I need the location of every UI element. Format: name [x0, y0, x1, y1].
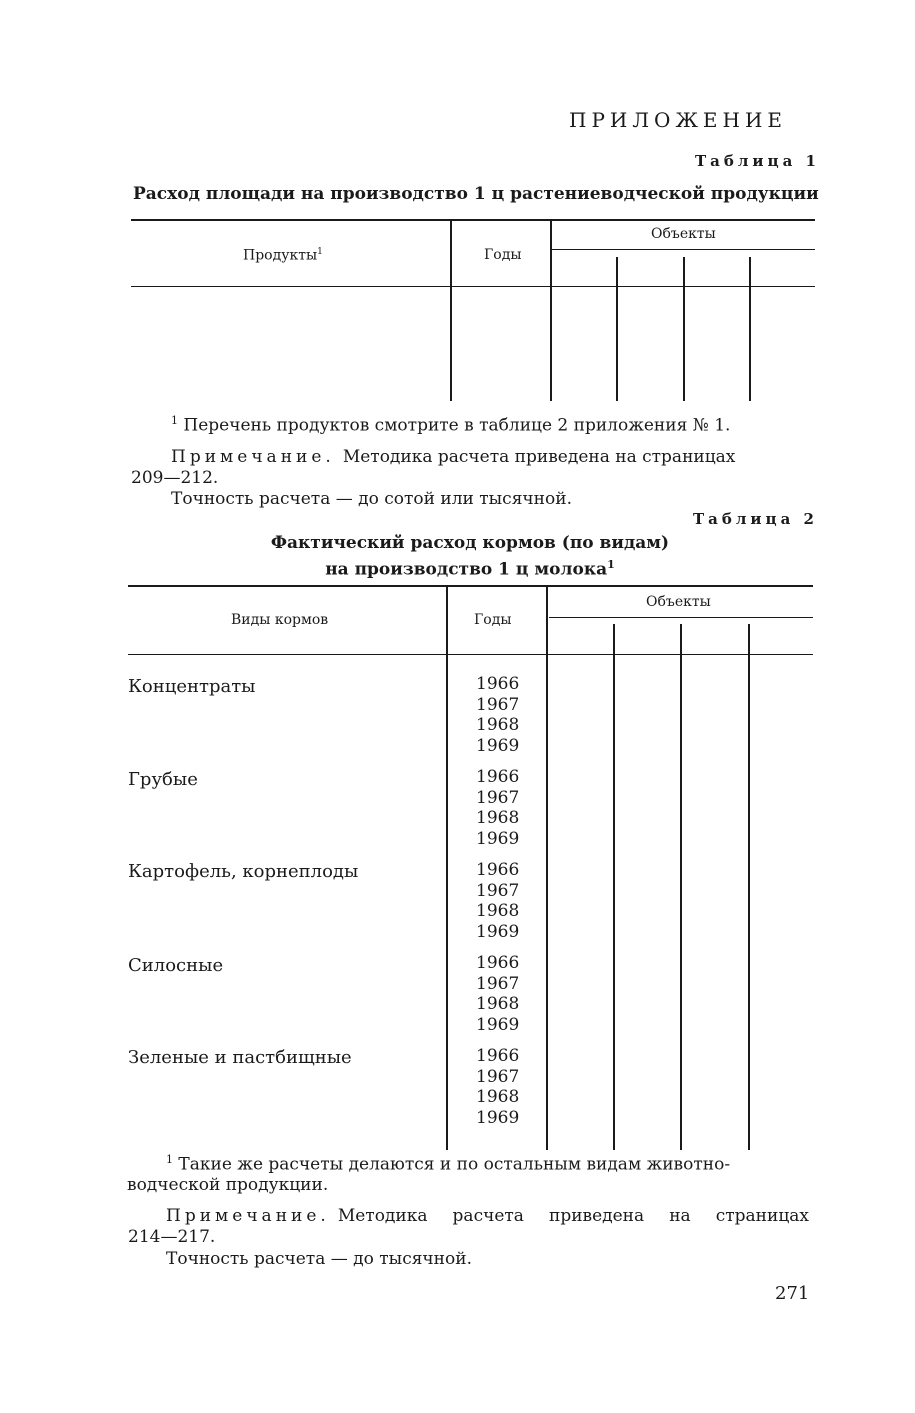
table1-header-years: Годы	[484, 247, 522, 263]
table1-precision: Точность расчета — до сотой или тысячной.	[171, 489, 572, 509]
table2-row-name: Картофель, корнеплоды	[128, 861, 359, 882]
year-cell: 1968	[476, 715, 520, 736]
table2-row-years	[476, 674, 519, 757]
year-cell: 1967	[476, 1066, 520, 1087]
table2-label: Таблица 2	[692, 510, 818, 528]
appendix-title: ПРИЛОЖЕНИЕ	[569, 108, 787, 132]
page-number: 271	[775, 1283, 810, 1304]
table2-header-rule	[128, 654, 813, 655]
table2-row-name: Грубые	[128, 769, 198, 790]
year-cell: 1968	[476, 901, 520, 922]
table1-header-rule	[131, 286, 815, 287]
table1-objects-rule	[552, 249, 815, 250]
year-cell: 1966	[476, 767, 520, 787]
year-cell: 1968	[476, 808, 520, 829]
table2-footnote-line2: водческой продукции.	[127, 1175, 329, 1195]
table2-note-pages: 214—217.	[128, 1227, 216, 1247]
table2-footnote-line1: $^1$ Такие же расчеты делаются и по остальным видам животно-	[166, 1153, 731, 1175]
table1-note-label: Примечание.	[171, 447, 335, 467]
year-cell: 1968	[476, 1087, 520, 1108]
table1-title: Расход площади на производство 1 ц растениеводческой продукции	[133, 184, 819, 204]
table1-col-divider	[450, 221, 452, 401]
year-cell: 1969	[476, 1108, 520, 1129]
year-cell: 1968	[476, 994, 520, 1015]
year-cell: 1966	[476, 860, 520, 880]
table1-note-text: Методика расчета приведена на страницах	[342, 447, 736, 467]
table1-note	[171, 447, 813, 467]
year-cell: 1967	[476, 880, 520, 901]
table1-top-rule	[131, 219, 815, 221]
table2-row-years	[476, 767, 519, 850]
year-cell: 1966	[476, 953, 520, 973]
year-cell: 1969	[476, 1015, 520, 1036]
year-cell: 1967	[476, 787, 520, 808]
table2-title-line2: на производство 1 ц молока$^1$	[325, 558, 615, 580]
table1-header-objects: Объекты	[651, 226, 716, 242]
table2-row-name: Концентраты	[128, 676, 256, 697]
table2-col-divider	[680, 624, 682, 1150]
table2-note-text: Методика расчета приведена на страницах	[337, 1206, 809, 1226]
year-cell: 1966	[476, 1046, 520, 1066]
table1-col-divider	[616, 257, 618, 401]
table1-note-pages: 209—212.	[131, 468, 219, 488]
table2-row-name: Зеленые и пастбищные	[128, 1047, 352, 1068]
table2-precision: Точность расчета — до тысячной.	[166, 1249, 472, 1269]
table1-col-divider	[749, 257, 751, 401]
table2-header-objects: Объекты	[646, 594, 711, 610]
table2-col-divider	[613, 624, 615, 1150]
year-cell: 1969	[476, 736, 520, 757]
year-cell: 1967	[476, 973, 520, 994]
table1-footnote: $^1$ Перечень продуктов смотрите в таблице 2 приложения № 1.	[171, 414, 731, 436]
year-cell: 1966	[476, 674, 520, 694]
table2-note	[166, 1206, 809, 1226]
table2-col-divider	[546, 587, 548, 1150]
table1-col-divider	[683, 257, 685, 401]
table2-note-label: Примечание.	[166, 1206, 330, 1226]
table2-header-feed: Виды кормов	[231, 612, 329, 628]
year-cell: 1969	[476, 922, 520, 943]
year-cell: 1967	[476, 694, 520, 715]
table2-col-divider	[446, 587, 448, 1150]
table1-label: Таблица 1	[694, 152, 820, 170]
table2-row-years	[476, 953, 519, 1036]
table1-header-products: Продукты$^1$	[243, 247, 323, 264]
table2-header-years: Годы	[474, 612, 512, 628]
table2-top-rule	[128, 585, 813, 587]
year-cell: 1969	[476, 829, 520, 850]
table2-row-years	[476, 1046, 519, 1129]
table2-col-divider	[748, 624, 750, 1150]
table1-col-divider	[550, 221, 552, 401]
table2-objects-rule	[549, 617, 813, 618]
table2-title-line1: Фактический расход кормов (по видам)	[270, 533, 670, 553]
table2-row-years	[476, 860, 519, 943]
table2-row-name: Силосные	[128, 955, 224, 976]
